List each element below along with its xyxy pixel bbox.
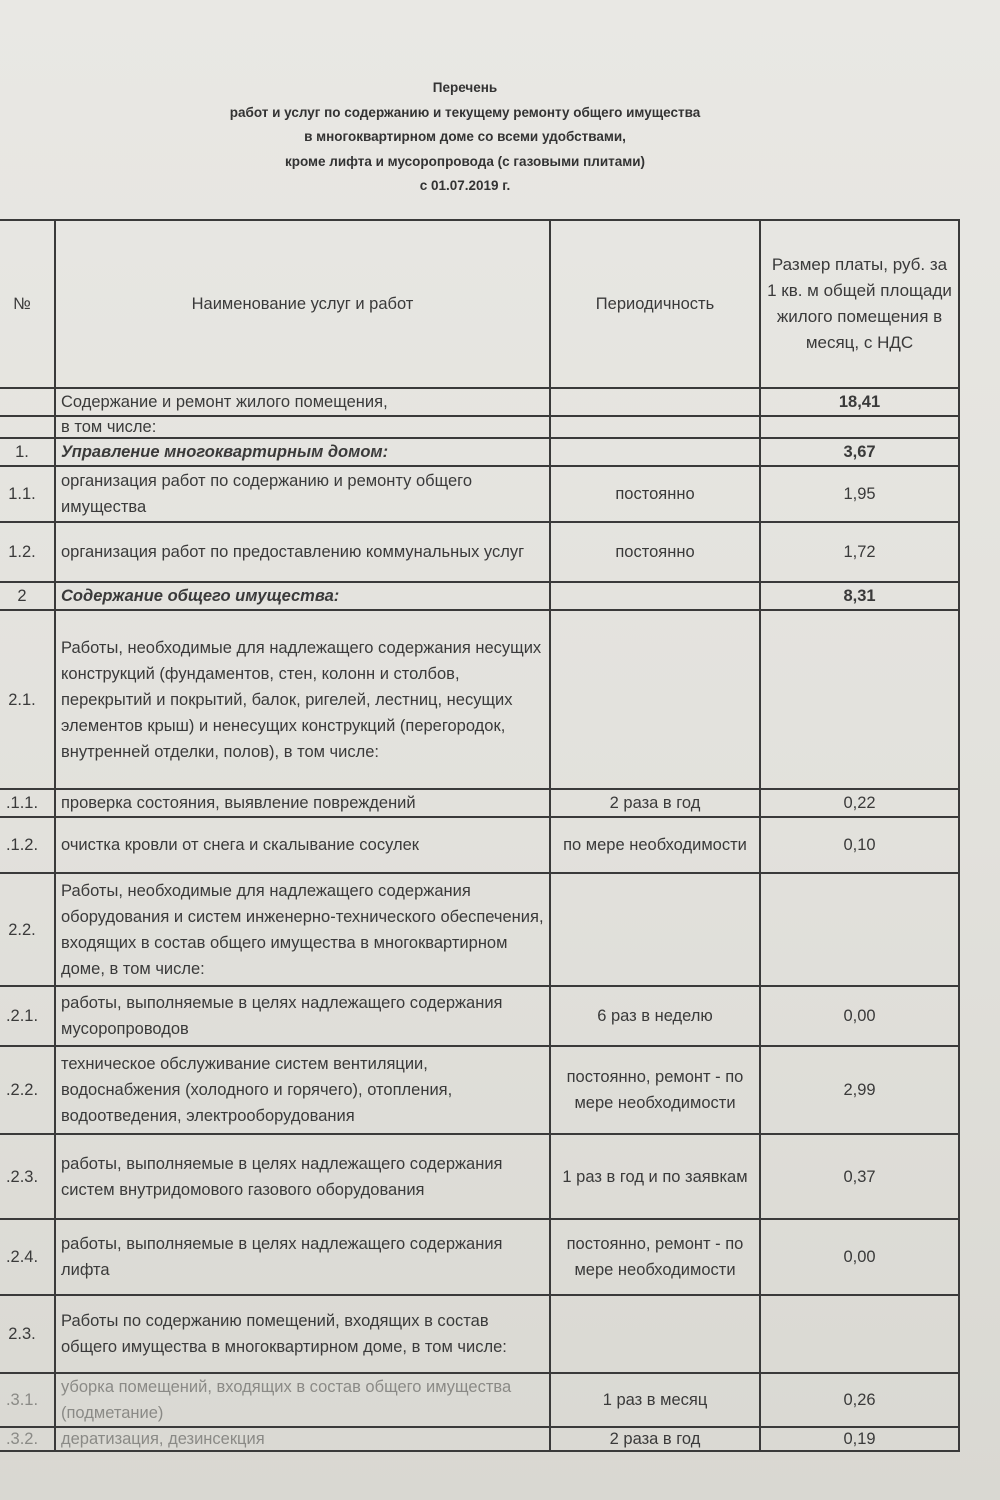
title-line-3: в многоквартирном доме со всеми удобствами,: [304, 129, 626, 144]
row-price: 0,00: [760, 1219, 959, 1295]
table-row: [0, 986, 959, 1046]
row-price: 0,00: [760, 986, 959, 1046]
title-line-5: с 01.07.2019 г.: [419, 178, 511, 193]
row-period: [550, 610, 760, 789]
row-period: [550, 873, 760, 986]
row-name: работы, выполняемые в целях надлежащего содержания мусоропроводов: [55, 986, 550, 1046]
table-row: [0, 582, 959, 610]
row-name: организация работ по предоставлению коммунальных услуг: [55, 522, 550, 582]
table-row: [0, 388, 959, 416]
row-period: постоянно, ремонт - по мере необходимости: [550, 1219, 760, 1295]
row-period: постоянно: [550, 522, 760, 582]
table-row: [0, 1295, 959, 1373]
row-period: [550, 388, 760, 416]
row-num: .2.3.: [0, 1134, 55, 1219]
row-num: .1.2.: [0, 817, 55, 873]
row-name: в том числе:: [55, 416, 550, 438]
row-name: уборка помещений, входящих в состав общего имущества (подметание): [55, 1373, 550, 1427]
table-header-row: [0, 220, 959, 388]
row-price: [760, 416, 959, 438]
row-price: [760, 873, 959, 986]
header-num: №: [0, 220, 55, 388]
table-row: [0, 1046, 959, 1134]
row-num: 2.1.: [0, 610, 55, 789]
row-num: 1.: [0, 438, 55, 466]
row-num: 2.3.: [0, 1295, 55, 1373]
row-name: Работы, необходимые для надлежащего содержания несущих конструкций (фундаментов, стен, колонн и столбов, перекрытий и покрытий, балок, ригелей, лестниц, несущих элементов крыш) и ненесущих конструкций (перегородок, внутренней отделки, полов), в том числе:: [55, 610, 550, 789]
row-price: 1,95: [760, 466, 959, 522]
row-period: 1 раз в месяц: [550, 1373, 760, 1427]
title-line-2: работ и услуг по содержанию и текущему ремонту общего имущества: [229, 104, 701, 120]
row-price: 3,67: [760, 438, 959, 466]
table-row: [0, 873, 959, 986]
title-line-1: Перечень: [432, 80, 498, 95]
header-period: Периодичность: [550, 220, 760, 388]
row-num: .2.2.: [0, 1046, 55, 1134]
row-price: 18,41: [760, 388, 959, 416]
table-row: [0, 466, 959, 522]
title-line-4: кроме лифта и мусоропровода (с газовыми плитами): [284, 153, 646, 169]
row-period: [550, 416, 760, 438]
row-name: Работы, необходимые для надлежащего содержания оборудования и систем инженерно-технического обеспечения, входящих в состав общего имущества в многоквартирном доме, в том числе:: [55, 873, 550, 986]
services-table: [0, 219, 960, 1452]
row-name: Работы по содержанию помещений, входящих в состав общего имущества в многоквартирном доме, в том числе:: [55, 1295, 550, 1373]
row-name: Содержание и ремонт жилого помещения,: [55, 388, 550, 416]
row-num: 2: [0, 582, 55, 610]
row-num: 1.2.: [0, 522, 55, 582]
row-num: [0, 416, 55, 438]
document-title: [150, 76, 780, 199]
row-period: 2 раза в год: [550, 789, 760, 817]
row-price: 8,31: [760, 582, 959, 610]
row-price: 2,99: [760, 1046, 959, 1134]
row-num: .3.2.: [0, 1427, 55, 1451]
row-name: организация работ по содержанию и ремонту общего имущества: [55, 466, 550, 522]
row-num: .1.1.: [0, 789, 55, 817]
table-row: [0, 1219, 959, 1295]
row-name: Управление многоквартирным домом:: [55, 438, 550, 466]
row-price: 0,37: [760, 1134, 959, 1219]
row-num: [0, 388, 55, 416]
row-name: работы, выполняемые в целях надлежащего содержания лифта: [55, 1219, 550, 1295]
row-period: [550, 1295, 760, 1373]
row-num: .2.1.: [0, 986, 55, 1046]
table-row: [0, 817, 959, 873]
table-row: [0, 789, 959, 817]
row-period: постоянно, ремонт - по мере необходимости: [550, 1046, 760, 1134]
table-row: [0, 1373, 959, 1427]
row-period: 1 раз в год и по заявкам: [550, 1134, 760, 1219]
row-name: Содержание общего имущества:: [55, 582, 550, 610]
row-price: 1,72: [760, 522, 959, 582]
table-row: [0, 416, 959, 438]
row-price: 0,19: [760, 1427, 959, 1451]
row-num: 1.1.: [0, 466, 55, 522]
table-row: [0, 1427, 959, 1451]
row-name: техническое обслуживание систем вентиляции, водоснабжения (холодного и горячего), отопления, водоотведения, электрооборудования: [55, 1046, 550, 1134]
row-num: .2.4.: [0, 1219, 55, 1295]
row-name: очистка кровли от снега и скалывание сосулек: [55, 817, 550, 873]
row-price: [760, 610, 959, 789]
row-price: 0,22: [760, 789, 959, 817]
row-period: 6 раз в неделю: [550, 986, 760, 1046]
row-period: [550, 438, 760, 466]
table-row: [0, 522, 959, 582]
row-period: по мере необходимости: [550, 817, 760, 873]
row-price: 0,10: [760, 817, 959, 873]
header-name: Наименование услуг и работ: [55, 220, 550, 388]
table-row: [0, 610, 959, 789]
table-row: [0, 1134, 959, 1219]
row-num: .3.1.: [0, 1373, 55, 1427]
row-period: постоянно: [550, 466, 760, 522]
row-price: [760, 1295, 959, 1373]
row-period: 2 раза в год: [550, 1427, 760, 1451]
row-price: 0,26: [760, 1373, 959, 1427]
row-name: проверка состояния, выявление повреждений: [55, 789, 550, 817]
row-name: дератизация, дезинсекция: [55, 1427, 550, 1451]
row-name: работы, выполняемые в целях надлежащего содержания систем внутридомового газового оборудования: [55, 1134, 550, 1219]
row-period: [550, 582, 760, 610]
header-price: Размер платы, руб. за 1 кв. м общей площади жилого помещения в месяц, с НДС: [760, 220, 959, 388]
table-row: [0, 438, 959, 466]
row-num: 2.2.: [0, 873, 55, 986]
